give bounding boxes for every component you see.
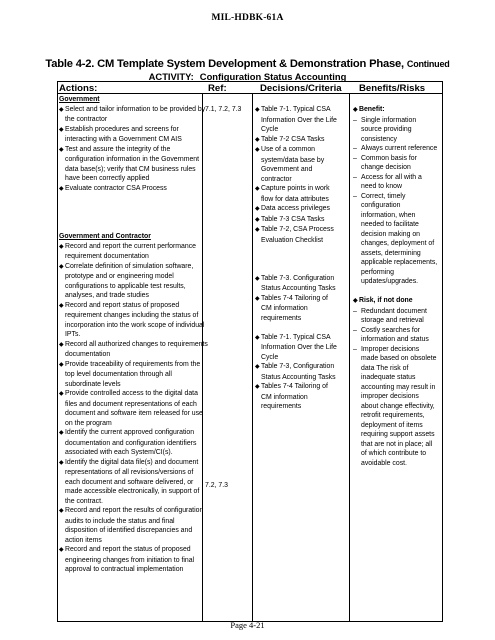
table-title-main: Table 4-2. CM Template System Development & Demonstration Phase, [45,58,404,70]
spacer [59,204,201,214]
column-header-decisions: Decisions/Criteria [260,83,342,94]
page-number: Page 4-21 [230,620,265,630]
decision-item-line: Government and [261,166,313,173]
action-item [59,145,201,184]
action-item [59,301,205,340]
benefit-item-line: changes, deployment of [361,240,435,247]
spacer [59,194,201,204]
benefit-item-line: – Access for all with a [353,173,422,181]
diamond-bullet-icon: ◆ [255,227,260,233]
benefit-item-line: information, when [361,211,416,219]
dash-marker: – [353,154,357,162]
risk-heading: ◆Risk, if not done [353,296,443,307]
diamond-bullet-icon: ◆ [59,126,64,133]
column-divider-2 [252,93,253,621]
action-item-line: approval to contractual implementation [65,566,184,573]
action-item-line: ◆Record and report the status of proposed [59,545,201,556]
risk-item-line: accounting may result in [361,383,436,391]
benefit-item-line: – Correct, timely [353,192,406,200]
decision-item-line: Status Accounting Tasks [261,373,336,381]
benefit-item [353,144,443,154]
benefit-item [353,154,443,173]
benefit-item-line: change decision [361,164,411,171]
action-item-line: disposition of identified discrepancies and [65,527,193,534]
decision-item-line: ◆Data access privileges [255,204,348,215]
decision-item [255,105,348,135]
decision-item-line: Information Over the Life [261,344,337,351]
spacer [59,223,201,233]
section-heading-government-contractor: Government and Contractor [59,233,151,240]
action-item-line: ◆Identify the digital data file(s) and document [59,458,201,469]
risk-item-line: – Costly searches for [353,326,420,334]
action-item-line: prototype and or engineering model [65,273,174,280]
diamond-bullet-icon: ◆ [59,185,64,192]
benefit-item-line: source providing [361,126,412,133]
decision-item-line: Cycle [261,126,279,133]
decision-item-line: Status Accounting Tasks [261,285,336,292]
decision-item-line: requirements [261,314,302,322]
action-item-line: subordinate levels [65,380,121,388]
risk-item [353,326,443,345]
risk-item-line: information and status [361,336,429,343]
action-item [59,105,206,125]
risk-item-line: – Redundant document [353,307,427,315]
header-divider [58,93,442,94]
dash-marker: – [353,145,357,152]
dash-marker: – [353,345,357,353]
diamond-bullet-icon: ◆ [255,275,260,282]
benefit-item-line: – Always current reference [353,145,438,152]
diamond-bullet-icon: ◆ [59,302,64,309]
action-item [59,262,201,301]
decision-item-line: ◆Table 7-3 CSA Tasks [255,215,348,226]
decision-item [255,382,348,412]
diamond-bullet-icon: ◆ [59,146,64,153]
diamond-bullet-icon: ◆ [255,216,260,223]
action-item [59,360,201,390]
decision-item-line: Evaluation Checklist [261,236,324,244]
action-item-line: ◆Identify the current approved configuration [59,428,201,439]
decision-item-line: ◆Table 7-2 CSA Tasks [255,135,348,146]
decision-item-line: Information Over the Life [261,116,337,124]
spacer [255,255,348,265]
risk-item [353,307,443,326]
decisions-column [255,105,348,412]
action-item [59,428,201,458]
ref-column [205,105,251,490]
action-item-line: action items [65,536,102,544]
benefit-item [353,173,443,192]
risk-item-line: deployment of items [361,421,423,429]
table-title-suffix: Continued [406,59,450,69]
decision-item-line: ◆Capture points in work [255,184,348,195]
action-item-line: ◆Correlate definition of simulation software, [59,262,201,273]
decision-item-line: ◆Table 7-1. Typical CSA [255,333,348,344]
decision-item-line: requirements [261,403,302,410]
benefit-item [353,192,443,287]
action-item-line: ◆Provide traceability of requirements from the [59,360,201,371]
decision-item [255,145,348,184]
activity-label: ACTIVITY: [148,71,194,82]
decision-item [255,333,348,363]
decision-item [255,225,348,245]
benefit-item-line: configuration [361,202,401,209]
dash-marker: – [353,116,357,124]
spacer [255,245,348,255]
diamond-bullet-icon: ◆ [353,107,358,113]
decision-item [255,215,348,226]
action-item-line: associated with each System/CI(s). [65,449,173,456]
action-item [59,340,208,360]
decision-item-line: ◆Table 7-2, CSA Process [255,225,348,236]
action-item-line: ◆Evaluate contractor CSA Process [59,184,201,195]
action-item-line: audits to include the status and final [65,517,175,525]
action-item [59,506,204,545]
risk-item-line: of which contribute to [361,450,427,457]
action-item-line: requirement documentation [65,253,149,260]
decision-item-line: system/data base by [261,156,325,164]
action-item-line: representations of all revisions/versions of [65,469,194,476]
benefit-item-line: consistency [361,135,398,143]
diamond-bullet-icon: ◆ [59,361,64,368]
cm-template-table [57,81,443,622]
column-header-actions: Actions: [59,83,98,94]
spacer [353,287,443,297]
column-header-ref: Ref: [208,83,227,94]
decision-item-line: ◆Tables 7-4 Tailoring of [255,294,348,305]
dash-marker: – [353,326,357,334]
diamond-bullet-icon: ◆ [255,334,260,341]
risk-item [353,345,443,469]
decision-item-line: ◆Table 7-1. Typical CSA [255,105,348,116]
action-item-line: analyses, and trade studies [65,292,149,299]
benefit-heading: ◆Benefit: [353,105,443,116]
action-item-line: each document and software delivered, or [65,478,194,486]
decision-item-line: contractor [261,175,292,183]
diamond-bullet-icon: ◆ [59,459,64,466]
benefit-item-line: applicable replacements, [361,259,438,266]
action-item-line: interacting with a Government CM AIS [65,136,182,143]
decision-item-line: flow for data attributes [261,195,329,203]
decision-item [255,184,348,204]
action-item-line: ◆Select and tailor information to be provided by [59,105,201,116]
dash-marker: – [353,307,357,315]
risk-item-line: made based on obsolete [361,355,437,362]
action-item-line: ◆Record all authorized changes to requirements [59,340,201,351]
table-title [0,58,495,70]
dash-marker: – [353,173,357,181]
document-id-header: MIL-HDBK-61A [211,13,284,23]
action-item-line: ◆Establish procedures and screens for [59,125,201,136]
benefit-item-line: performing [361,268,394,276]
benefit-item-line: decision making on [361,230,420,238]
diamond-bullet-icon: ◆ [59,263,64,270]
action-item-line: ◆Provide controlled access to the digital data [59,389,201,400]
benefits-column [353,105,443,468]
action-item-line: ◆Record and report the results of configuration [59,506,201,517]
risk-item-line: data The risk of [361,364,409,372]
action-item [59,125,201,145]
action-item-line: the contract. [65,497,103,505]
diamond-bullet-icon: ◆ [59,430,64,436]
benefit-item [353,116,443,145]
decision-item-line: ◆Tables 7-4 Tailoring of [255,382,348,393]
section-heading-government: Government [59,96,100,103]
benefit-item-line: needed to facilitate [361,221,419,228]
diamond-bullet-icon: ◆ [59,341,64,348]
action-item-line: files and document representations of each [65,400,197,408]
diamond-bullet-icon: ◆ [255,206,260,212]
action-item [59,545,201,575]
action-item-line: configuration information in the Government [65,156,200,163]
diamond-bullet-icon: ◆ [255,295,260,302]
benefit-item-line: – Common basis for [353,154,417,162]
column-divider-1 [202,93,203,621]
risk-item-line: retrofit requirements, [361,412,425,419]
action-item-line: the contractor [65,116,108,123]
benefit-item-line: assets, determining [361,249,421,257]
diamond-bullet-icon: ◆ [59,391,64,397]
action-item-line: made accessible electronically, in support of [65,488,200,495]
action-item-line: incorporation into the work scope of individual [65,321,205,329]
decision-item [255,135,348,146]
decision-item [255,204,348,215]
decision-item [255,274,348,294]
diamond-bullet-icon: ◆ [59,106,64,113]
diamond-bullet-icon: ◆ [255,186,260,192]
action-item-line: top level documentation through all [65,371,172,378]
risk-item-line: avoidable cost. [361,459,407,467]
actions-column [59,95,208,575]
action-item-line: ◆Record and report status of proposed [59,301,201,312]
benefit-item-line: – Single information [353,116,417,124]
action-item [59,389,201,428]
diamond-bullet-icon: ◆ [255,147,260,153]
diamond-bullet-icon: ◆ [353,298,358,304]
action-item-line: requirement changes including the status of [65,312,199,319]
ref-entry-2: 7.2, 7.3 [205,481,228,489]
diamond-bullet-icon: ◆ [59,547,64,553]
risk-item-line: requiring support assets [361,431,435,438]
action-item [59,242,201,262]
spacer [59,213,201,223]
decision-item-line: CM information [261,393,308,401]
risk-item-line: that are not in place; all [361,440,433,448]
benefit-item-line: updates/upgrades. [361,278,419,285]
action-item [59,184,201,195]
risk-item-line: about change effectivity, [361,402,435,410]
dash-marker: – [353,192,357,200]
action-item-line: documentation and configuration identifiers [65,439,197,447]
action-item-line: data base(s); verify that CM business rules [65,165,196,173]
action-item [59,458,201,507]
risk-item-line: storage and retrieval [361,317,424,324]
decision-item [255,294,348,324]
ref-entry-1: 7.1, 7.2, 7.3 [205,106,242,113]
decision-item-line: ◆Table 7-3, Configuration [255,362,348,373]
action-item-line: IPTs. [65,331,81,338]
decision-item [255,362,348,382]
action-item-line: engineering changes from initiation to final [65,556,195,564]
decision-item-line: ◆Use of a common [255,145,348,156]
decision-item-line: CM information [261,305,308,312]
diamond-bullet-icon: ◆ [255,107,260,113]
diamond-bullet-icon: ◆ [255,136,260,143]
action-item-line: ◆Test and assure the integrity of the [59,145,201,156]
activity-value: Configuration Status Accounting [199,71,347,82]
column-header-benefits: Benefits/Risks [359,83,426,94]
column-divider-3 [349,93,350,621]
action-item-line: document and software item released for use [65,410,203,417]
risk-item-line: – Improper decisions [353,345,420,353]
diamond-bullet-icon: ◆ [255,364,260,370]
action-item-line: on the program [65,419,112,427]
decision-item-line: Cycle [261,353,279,361]
diamond-bullet-icon: ◆ [59,508,64,514]
risk-item-line: improper decisions [361,393,419,400]
diamond-bullet-icon: ◆ [59,243,64,250]
decision-item-line: ◆Table 7-3. Configuration [255,274,348,285]
action-item-line: ◆Record and report the current performance [59,242,201,253]
spacer [255,323,348,333]
risk-item-line: inadequate status [361,374,416,381]
spacer [255,264,348,274]
diamond-bullet-icon: ◆ [255,384,260,390]
benefit-item-line: need to know [361,183,402,190]
action-item-line: configurations to applicable test results, [65,282,186,290]
action-item-line: documentation [65,351,111,358]
action-item-line: have been correctly applied [65,175,150,182]
